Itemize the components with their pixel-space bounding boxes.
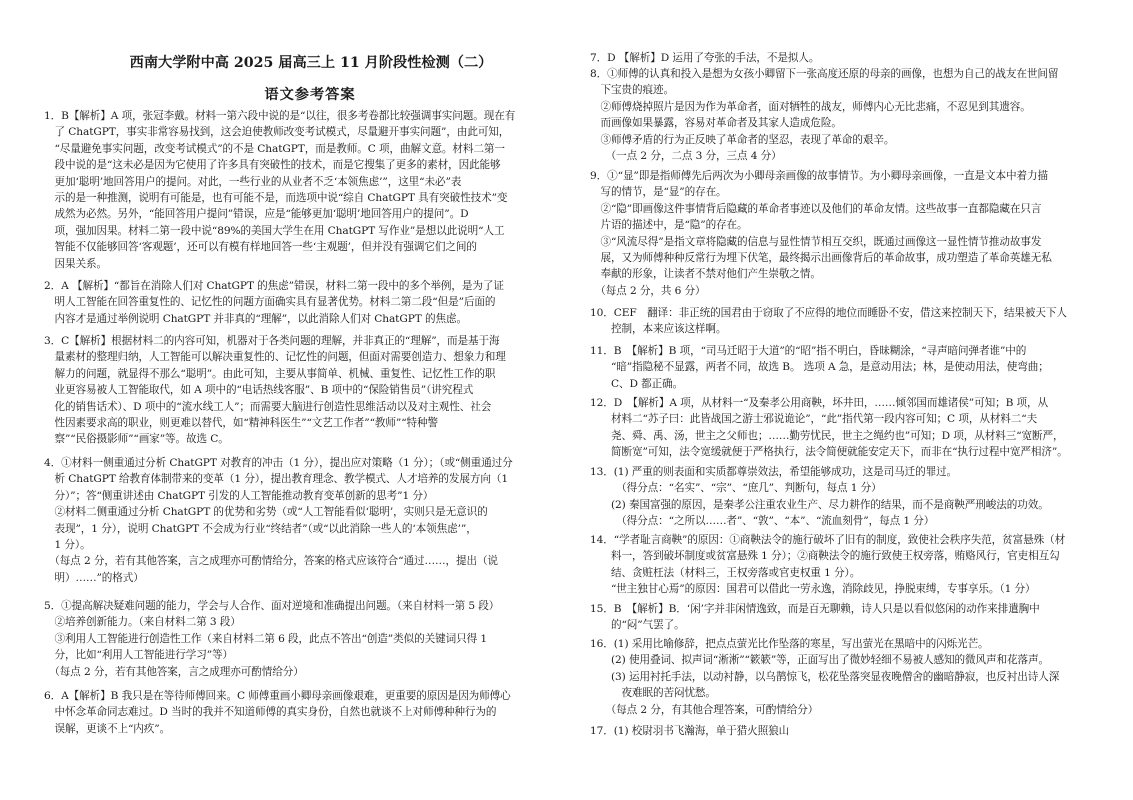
answer-line: 明人工智能在回答重复性的、记忆性的问题方面确实具有显著优势。材料二第二段“但是”后面的 xyxy=(44,296,496,309)
answer-line: 奉献的形象，让读者不禁对他们产生崇敬之情。 xyxy=(590,268,821,281)
answer-line: 更加‘聪明’地回答用户的提问。对此，一些行业的从业者不乏‘本领焦虑’”，这里“未必”表 xyxy=(44,175,462,188)
answer-item xyxy=(590,305,1102,338)
answer-line: 控制，本来应该这样啊。 xyxy=(590,323,727,336)
answer-item xyxy=(44,108,558,272)
answer-item xyxy=(590,464,1102,530)
answer-subtitle: 语文参考答案 xyxy=(264,87,356,103)
answer-item xyxy=(44,598,558,680)
answer-line: 15．B 【解析】B．‘闲’字并非闲情逸致，而是百无聊赖，诗人只是以看似悠闲的动作来排遣胸中 xyxy=(590,603,1040,615)
answer-item xyxy=(590,50,1102,66)
answer-line: 14．“学者耻言商鞅”的原因：①商鞅法令的施行破坏了旧有的制度，致使社会秩序失范，贫富悬殊（材 xyxy=(590,534,1066,546)
answer-item xyxy=(44,278,558,327)
answer-line: （一点 2 分，二点 3 分，三点 4 分） xyxy=(590,150,782,163)
answer-line: 明）……”的格式） xyxy=(44,571,144,584)
answer-line: 3．C【解析】根据材料二的内容可知，机器对于各类问题的理解，并非真正的“理解”，而是基于海 xyxy=(44,335,500,347)
answer-line: ②师傅烧掉照片是因为作为革命者，面对牺牲的战友，师傅内心无比悲痛，不忍见到其遗容。 xyxy=(590,100,1031,113)
answer-line: 7．D 【解析】D 运用了夸张的手法，不是拟人。 xyxy=(590,52,820,64)
answer-line: (3) 运用衬托手法，以动衬静，以乌鹊惊飞，松花坠落突显夜晚僧舍的幽暗静寂，也反衬出诗人深 xyxy=(590,670,1060,683)
answer-line: 察”“民俗摄影师”“画家”等。故选 C。 xyxy=(44,433,229,446)
answer-line: 分，比如“利用人工智能进行学习”等） xyxy=(44,649,234,662)
answer-line: 尧、舜、禹、汤，世主之父师也；……勤劳忧民，世主之绳约也”可知；D 项，从材料三“宽断严， xyxy=(590,429,1064,442)
answer-line: 16．(1) 采用比喻修辞，把点点萤光比作坠落的寒星，写出萤光在黑暗中的闪烁光芒。 xyxy=(590,638,989,650)
answer-line: (2) 秦国富强的原因，是秦孝公注重农业生产、尽力耕作的结果，而不是商鞅严刑峻法的功效。 xyxy=(590,498,1049,511)
answer-line: 解力的问题，就显得不那么“聪明”。由此可知，主要从事简单、机械、重复性、记忆性工作的职 xyxy=(44,367,496,380)
answer-line: 的“闷”气罢了。 xyxy=(590,619,685,632)
answer-item xyxy=(590,395,1102,461)
answer-line: 析 ChatGPT 给教育体制带来的变革（1 分），提出教育理念、教学模式、人才培养的发展方向（1 xyxy=(44,473,509,486)
answer-line: 5．①提高解决疑难问题的能力，学会与人合作、面对逆境和准确提出问题。（来自材料一第 5 段） xyxy=(44,600,500,612)
answer-item xyxy=(590,601,1102,634)
answer-line: 简断宽”可知，法令宽缓就便于严格执行，法令简便就能安定天下，而非在“执行过程中宽严相济”。 xyxy=(590,446,1068,459)
answer-line: ②“隐”即画像这件事情背后隐藏的革命者事迹以及他们的革命友情。这些故事一直都隐藏在只言 xyxy=(590,202,1042,215)
answer-line: 量素材的整理归纳，人工智能可以解决重复性的、记忆性的问题，但面对需要创造力、想象力和理 xyxy=(44,351,506,364)
answer-item xyxy=(44,688,558,737)
answer-line: 误解，更谈不上“内疚”。 xyxy=(44,722,171,735)
answer-line: 展，又为师傅种种反常行为埋下伏笔，最终揭示出画像背后的革命故事，成功塑造了革命英雄无私 xyxy=(590,252,1052,265)
answer-line: 写的情节，是“显”的存在。 xyxy=(590,186,727,199)
answer-line: 示的是一种推测，说明有可能是，也有可能不是，而选项中说“综自 ChatGPT 具有突破性技术”变 xyxy=(44,192,508,205)
answer-line: 化的销售话术）、D 项中的“流水线工人”；而需要大脑进行创造性思维活动以及对主观性、社会 xyxy=(44,400,492,413)
answer-line: 夜难眠的苦闷忧愁。 xyxy=(590,687,716,700)
answer-line: 10．CEF 翻译：非正统的国君由于窃取了不应得的地位而睡卧不安，借这来控制天下，结果被天下人 xyxy=(590,307,1067,319)
answer-line: 段中说的是“这未必是因为它使用了许多具有突破性的技术，而是它搜集了更多的素材，因此能够 xyxy=(44,159,501,172)
answer-line: 17．(1) 校尉羽书飞瀚海，单于猎火照狼山 xyxy=(590,725,790,737)
answer-line: 11．B 【解析】B 项，“司马迁昭于大道”的“昭”指不明白，昏昧糊涂，“寻声暗问弹者谁”中的 xyxy=(590,345,1027,357)
answer-line: 内容才是通过举例说明 ChatGPT 并非真的“理解”，以此消除人们对 ChatGPT 的焦虑。 xyxy=(44,312,467,325)
page-title: 西南大学附中高 2025 届高三上 11 月阶段性检测（二） xyxy=(129,55,493,71)
answer-item xyxy=(590,168,1102,299)
answer-line: （得分点：“名实”、“宗”、“庶几”、判断句，每点 1 分） xyxy=(590,482,882,495)
answer-line: 13．(1) 严重的则表面和实质都尊崇效法，希望能够成功，这是司马迁的罪过。 xyxy=(590,466,958,478)
answer-line: 下宝贵的痕迹。 xyxy=(590,84,674,97)
answer-item xyxy=(590,723,1102,739)
answer-item xyxy=(44,333,558,448)
answer-line: 12．D 【解析】A 项，从材料一“及秦孝公用商鞅，坏井田，……倾邻国而雄诸侯”可知；B 项，从 xyxy=(590,397,1049,409)
answer-line: （每点 2 分，有其他合理答案，可酌情给分） xyxy=(590,703,819,716)
answer-line: （每点 2 分，若有其他答案，言之成理亦可酌情给分，答案的格式应该符合“通过……，提出（说 xyxy=(44,555,498,568)
answer-line: （每点 2 分，共 6 分） xyxy=(590,284,706,297)
answer-line: 业更容易被人工智能取代，如 A 项中的“电话热线客服”、B 项中的“保险销售员”（讲究程式 xyxy=(44,384,474,397)
answer-line: “尽量避免事实问题，改变考试模式”的不是 ChatGPT，而是教师。C 项，曲解文意。材料二第一 xyxy=(44,142,505,155)
answer-line: ③“风流尽得”是指文章将隐藏的信息与显性情节相互交织，既通过画像这一显性情节推动故事发 xyxy=(590,235,1042,248)
answer-line: 成然为必然。另外，“能回答用户提问”错误，应是“能够更加‘聪明’地回答用户的提问”。D xyxy=(44,208,469,221)
answer-line: 6．A【解析】B 我只是在等待师傅回来。C 师傅重画小卿母亲画像艰难，更重要的原因是因为师傅心 xyxy=(44,690,511,702)
answer-line: ③利用人工智能进行创造性工作（来自材料二第 6 段，此点不答出“创造”类似的关键词只得 1 xyxy=(44,632,487,645)
answer-line: 了 ChatGPT，事实非常容易找到，这会迫使教师改变考试模式，尽量避开事实问题”，由此可知， xyxy=(44,126,510,139)
answer-line: 性因素要求高的职业，则更难以替代，如“精神科医生”“文艺工作者”“教师”“特种警 xyxy=(44,417,438,430)
answer-line: （得分点：“之所以……者”、“敦”、“本”、“流血刻骨”，每点 1 分） xyxy=(590,515,935,528)
answer-line: 1．B【解析】A 项，张冠李戴。材料一第六段中说的是“以往，很多考卷都比较强调事实问题。现在有 xyxy=(44,110,516,122)
answer-line: ③师傅矛盾的行为正反映了革命者的坚忍，表现了革命的艰辛。 xyxy=(590,133,895,146)
answer-item xyxy=(590,66,1102,164)
answer-line: “暗”指隐秘不显露，两者不同，故选 B。 选项 A 急，是意动用法；林，是使动用法，使弯曲； xyxy=(590,361,1049,374)
answer-item xyxy=(590,636,1102,718)
answer-line: 1 分）。 xyxy=(44,539,91,552)
answer-item xyxy=(590,532,1102,598)
answer-line: 2．A 【解析】“都旨在消除人们对 ChatGPT 的焦虑”错误，材料二第一段中的多个举例，是为了证 xyxy=(44,280,504,292)
answer-line: （每点 2 分，若有其他答案，言之成理亦可酌情给分） xyxy=(44,665,304,678)
answer-line: 8．①师傅的认真和投入是想为女孩小卿留下一张高度还原的母亲的画像，也想为自己的战友在世间留 xyxy=(590,68,1059,80)
answer-line: 结、贪赃枉法（材料三，王权旁落或官吏权重 1 分）。 xyxy=(590,566,861,579)
answer-line: “世主独甘心焉”的原因：国君可以借此一劳永逸，消除歧见，挣脱束缚，专事享乐。（1 分） xyxy=(590,583,1036,596)
answer-line: 片语的描述中，是“隐”的存在。 xyxy=(590,219,748,232)
answer-line: 分）”；答“侧重讲述由 ChatGPT 引发的人工智能推动教育变革创新的思考”1 分） xyxy=(44,489,434,502)
answer-line: (2) 使用叠词、拟声词“淅淅”“簌簌”等，正面写出了微妙轻细不易被人感知的微风声和花落声。 xyxy=(590,654,1049,667)
answer-line: 材料二“苏子曰：此皆战国之游士邪说诡论”，“此”指代第一段内容可知；C 项，从材料二“夫 xyxy=(590,413,1038,426)
answer-line: 表现”，1 分），说明 ChatGPT 不会成为行业“终结者”（或“以此消除一些人的‘本领焦虑’”， xyxy=(44,522,477,535)
answer-line: ②培养创新能力。（来自材料二第 3 段） xyxy=(44,616,241,629)
answer-line: ②材料二侧重通过分析 ChatGPT 的优势和劣势（或“人工智能看似‘聪明’，实则只是无意识的 xyxy=(44,506,488,519)
answer-line: 智能不仅能够回答‘客观题’，还可以有模有样地回答一些‘主观题’，但并没有强调它们之间的 xyxy=(44,241,477,254)
answer-item xyxy=(590,343,1102,392)
answer-line: 料一，答到破坏制度或贫富悬殊 1 分）；②商鞅法令的施行致使王权旁落，贿赂风行，官吏相互勾 xyxy=(590,550,1060,563)
answer-line: 而画像如果暴露，容易对革命者及其家人造成危险。 xyxy=(590,117,842,130)
answer-line: 项，强加因果。材料二第一段中说“89%的美国大学生在用 ChatGPT 写作业”是想以此说明“人工 xyxy=(44,224,505,237)
answer-line: C、D 都正确。 xyxy=(590,377,684,390)
answer-item xyxy=(44,455,558,586)
answer-line: 中怀念革命同志难过。D 当时的我并不知道师傅的真实身份，自然也就谈不上对师傅种种行为的 xyxy=(44,706,497,719)
answer-line: 9．①“显”即是指师傅先后两次为小卿母亲画像的故事情节。为小卿母亲画像，一直是文本中着力描 xyxy=(590,170,1049,182)
answer-line: 4．①材料一侧重通过分析 ChatGPT 对教育的冲击（1 分），提出应对策略（1 分）；（或“侧重通过分 xyxy=(44,457,513,469)
answer-line: 因果关系。 xyxy=(44,257,107,270)
